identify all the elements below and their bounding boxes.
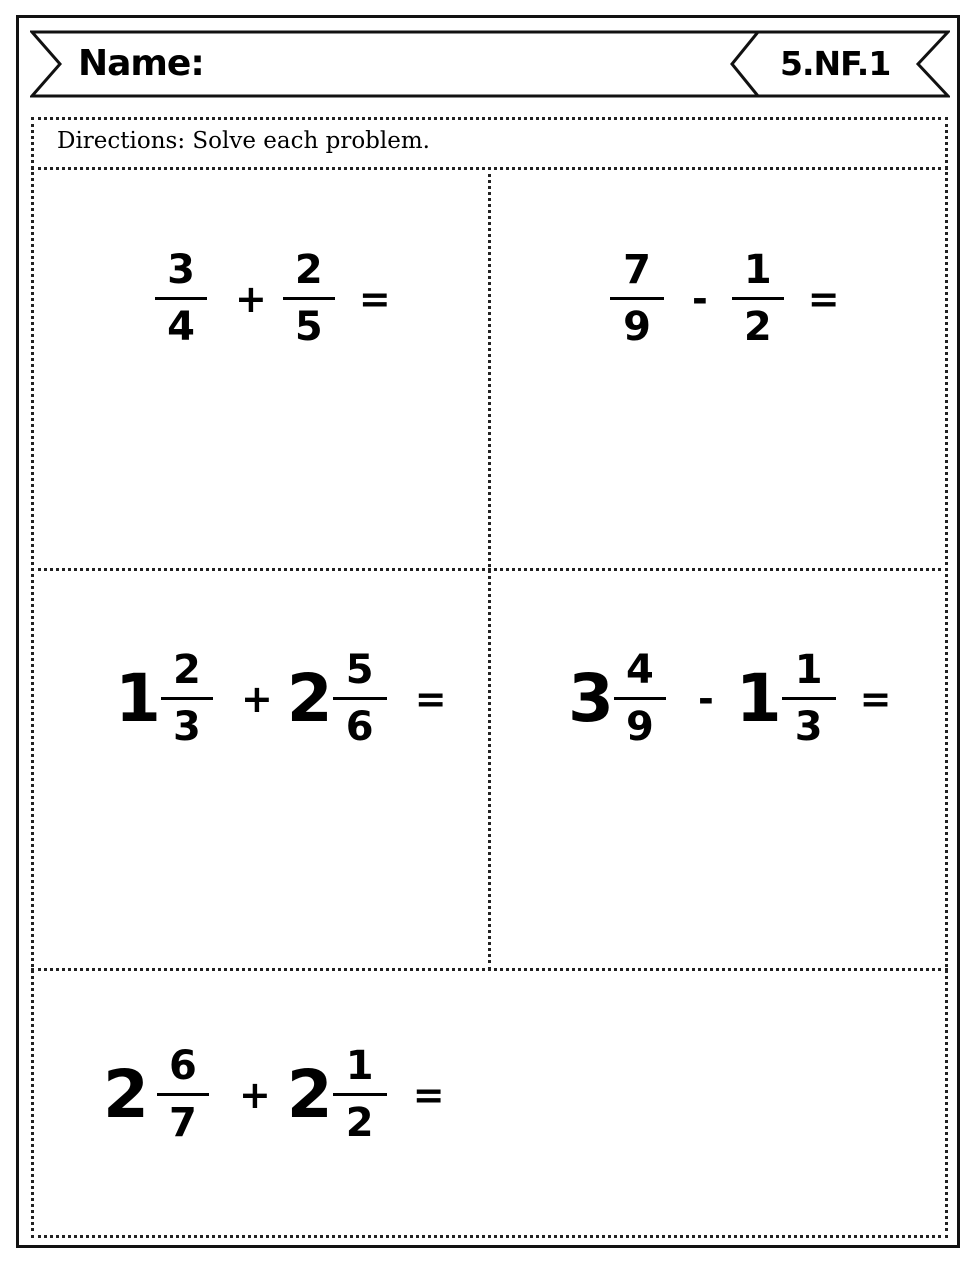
fraction-bar <box>333 697 387 700</box>
fraction-bar <box>732 297 784 300</box>
equals-sign: = <box>358 276 391 321</box>
whole-number: 2 <box>286 1055 333 1133</box>
fraction-bar <box>614 697 666 700</box>
fraction <box>610 248 664 349</box>
numerator: 7 <box>623 247 651 293</box>
equals-sign: = <box>414 676 447 721</box>
fraction <box>155 248 207 349</box>
whole-number: 2 <box>103 1055 149 1133</box>
fraction-bar <box>610 297 664 300</box>
directions-text: Directions: Solve each problem. <box>57 128 430 154</box>
denominator: 4 <box>167 304 195 350</box>
fraction <box>283 248 335 349</box>
operator: + <box>240 676 273 721</box>
numerator: 4 <box>626 647 654 693</box>
fraction-bar <box>155 297 207 300</box>
name-label: Name: <box>78 43 204 84</box>
operator: - <box>692 276 708 321</box>
numerator: 1 <box>743 247 772 293</box>
fraction-bar <box>161 697 213 700</box>
fraction-bar <box>333 1093 387 1096</box>
problem-4 <box>568 636 892 761</box>
denominator: 2 <box>743 304 772 350</box>
denominator: 5 <box>294 304 323 350</box>
fraction-bar <box>782 697 836 700</box>
problem-2 <box>610 236 840 361</box>
equals-sign: = <box>859 676 892 721</box>
denominator: 9 <box>626 704 654 750</box>
fraction <box>157 1044 209 1145</box>
fraction-bar <box>283 297 335 300</box>
denominator: 9 <box>623 304 651 350</box>
fraction <box>333 1044 387 1145</box>
denominator: 6 <box>345 704 374 750</box>
fraction <box>161 648 213 749</box>
whole-number: 2 <box>286 659 333 737</box>
fraction <box>614 648 666 749</box>
denominator: 2 <box>345 1100 374 1146</box>
fraction <box>333 648 387 749</box>
problem-3 <box>115 636 447 761</box>
fraction <box>782 648 836 749</box>
equals-sign: = <box>412 1072 445 1117</box>
denominator: 3 <box>794 704 823 750</box>
fraction <box>732 248 784 349</box>
numerator: 2 <box>173 647 201 693</box>
numerator: 6 <box>169 1043 197 1089</box>
numerator: 1 <box>345 1043 374 1089</box>
divider-column <box>488 167 491 970</box>
numerator: 2 <box>294 247 323 293</box>
numerator: 3 <box>167 247 195 293</box>
denominator: 7 <box>169 1100 197 1146</box>
operator: + <box>238 1072 271 1117</box>
operator: + <box>235 276 267 321</box>
equals-sign: = <box>807 276 840 321</box>
problem-1 <box>155 236 391 361</box>
operator: - <box>697 676 714 721</box>
standard-code: 5.NF.1 <box>780 44 891 83</box>
numerator: 5 <box>345 647 374 693</box>
whole-number: 1 <box>735 659 782 737</box>
fraction-bar <box>157 1093 209 1096</box>
problem-5 <box>103 1032 445 1157</box>
whole-number: 3 <box>568 659 614 737</box>
denominator: 3 <box>173 704 201 750</box>
numerator: 1 <box>794 647 823 693</box>
whole-number: 1 <box>115 659 161 737</box>
